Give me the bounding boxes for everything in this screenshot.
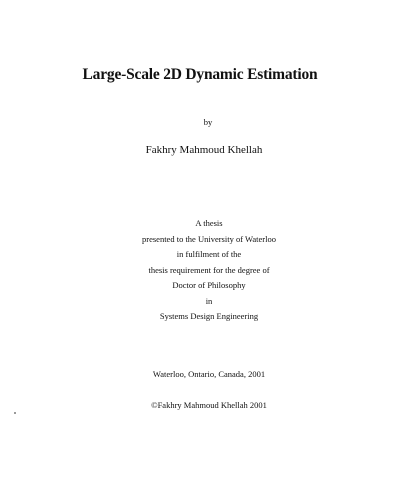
author-name: Fakhry Mahmoud Khellah	[145, 144, 263, 156]
statement-line: in fulfilment of the	[176, 249, 242, 259]
place-and-date: Waterloo, Ontario, Canada, 2001	[152, 369, 266, 379]
statement-line: thesis requirement for the degree of	[148, 265, 270, 275]
statement-line: in	[205, 296, 213, 306]
statement-line: Systems Design Engineering	[159, 311, 259, 321]
statement-line: presented to the University of Waterloo	[142, 234, 276, 244]
by-line: by	[203, 117, 213, 127]
statement-line: Doctor of Philosophy	[172, 280, 246, 290]
thesis-title: Large-Scale 2D Dynamic Estimation	[82, 66, 318, 83]
statement-line: A thesis	[195, 218, 223, 228]
copyright-notice: ©Fakhry Mahmoud Khellah 2001	[151, 400, 267, 410]
scan-speck	[14, 412, 16, 414]
